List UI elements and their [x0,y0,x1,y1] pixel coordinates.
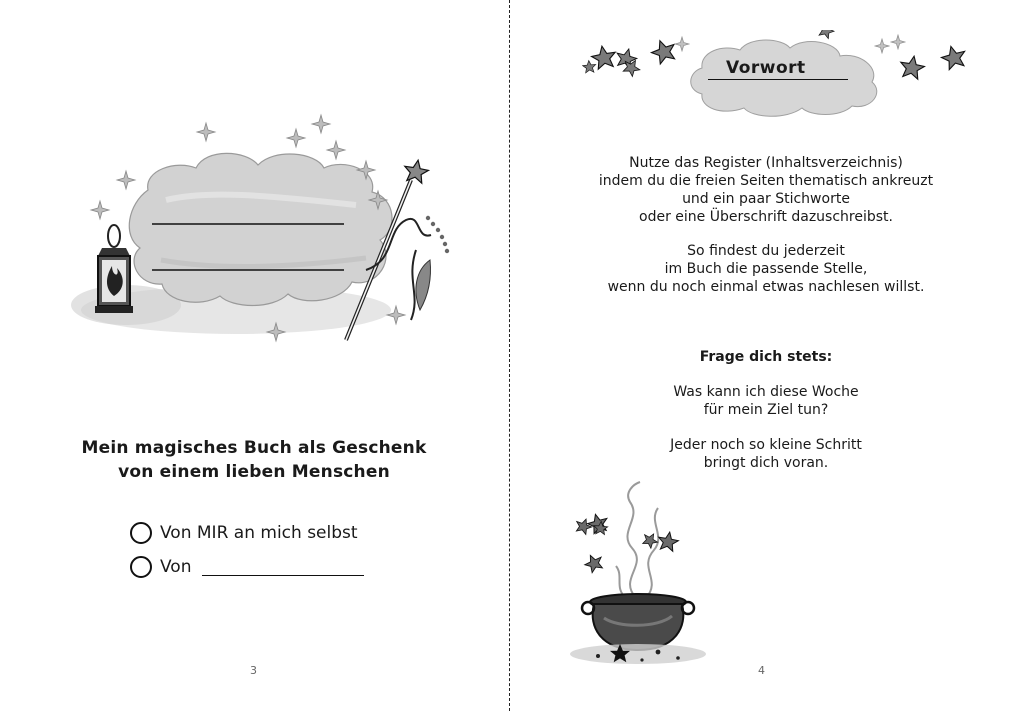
text-line: Nutze das Register (Inhaltsverzeichnis) [629,155,903,171]
left-page [0,0,508,711]
paragraph-step [512,436,1020,472]
page-number-right: 4 [758,664,765,677]
text-line: So findest du jederzeit [687,243,845,259]
text-line: im Buch die passende Stelle, [664,261,868,277]
cloud-illustration [66,110,466,350]
lantern-icon [95,225,133,313]
text-line: indem du die freien Seiten thematisch ankreuzt [598,173,934,189]
text-line: oder eine Überschrift dazuschreibst. [639,209,893,225]
page-title: Vorwort [726,58,806,78]
option-from-radio[interactable] [130,556,152,578]
feather-icon [416,260,431,310]
dedication-heading [0,436,508,484]
option-self[interactable] [130,520,358,546]
question-heading: Frage dich stets: [699,349,833,365]
right-page [512,0,1020,711]
cauldron-illustration [558,478,708,668]
stars-left-cluster [582,37,679,78]
option-from[interactable] [130,554,364,580]
paragraph-question [512,383,1020,419]
paragraph-find [512,242,1020,296]
text-line: Jeder noch so kleine Schritt [670,437,862,453]
text-line: und ein paar Stichworte [682,191,850,207]
page-number-left: 3 [250,664,257,677]
page-divider [509,0,510,711]
text-line: bringt dich voran. [703,455,829,471]
cauldron-icon [582,594,694,650]
text-line: wenn du noch einmal etwas nachlesen willst. [607,279,925,295]
title-underline [708,79,848,80]
from-name-line[interactable] [202,559,364,576]
text-line: Was kann ich diese Woche [673,384,859,400]
dedication-line-2: von einem lieben Menschen [118,462,390,482]
cloud-shape [129,153,392,305]
dedication-line-1: Mein magisches Buch als Geschenk [81,438,427,458]
text-line: für mein Ziel tun? [703,402,829,418]
paragraph-register [512,154,1020,226]
option-self-radio[interactable] [130,522,152,544]
option-self-label: Von MIR an mich selbst [160,523,358,543]
option-from-label: Von [160,557,192,577]
